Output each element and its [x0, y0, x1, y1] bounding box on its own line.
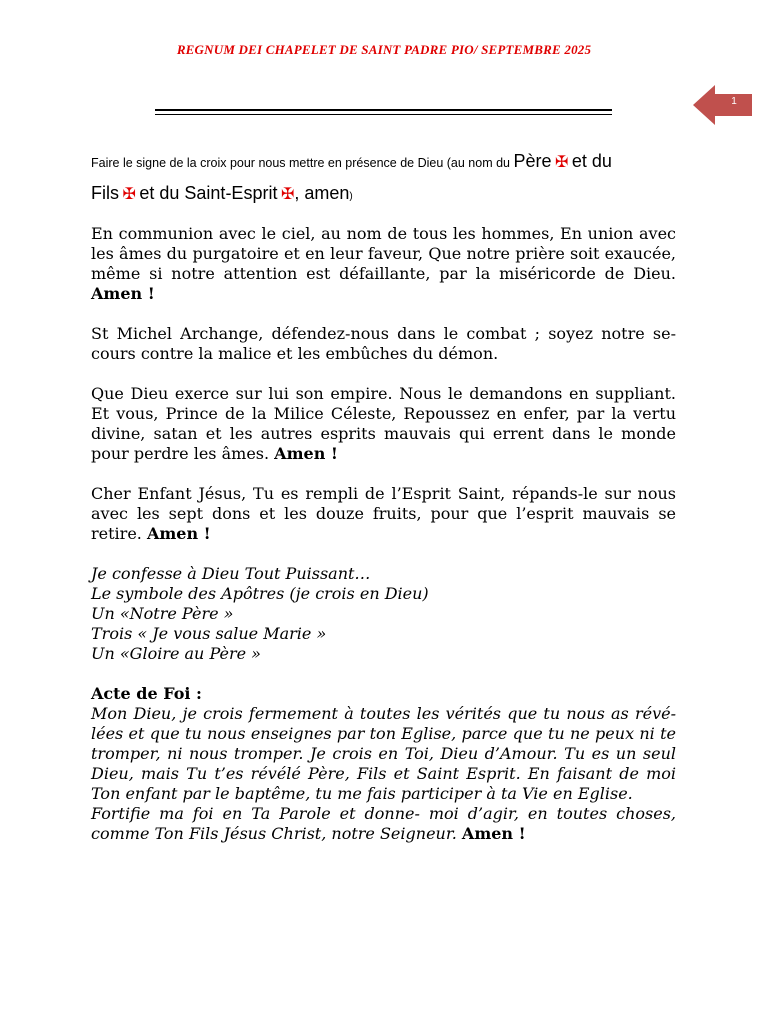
- paragraph-enfant-jesus: [91, 484, 676, 544]
- header-rule-thick: [155, 109, 612, 111]
- header-rule-thin: [155, 114, 612, 115]
- list-item: Un «Gloire au Père »: [91, 644, 261, 663]
- list-item: Un «Notre Père »: [91, 604, 234, 623]
- acte-paragraph: Mon Dieu, je crois fermement à toutes les vérités que tu nous as révé-lées et que tu nous enseignes par ton Eglise, parce que tu ne peux ni te tromper, ni nous tromper. Je crois en Toi, Dieu d’Amour. Tu es un seul Dieu, mais Tu t’es révélé Père, Fils et Saint Esprit. En faisant de moi Ton enfant par le baptême, tu me fais participer à ta Vie en Eglise.: [91, 704, 676, 803]
- cross-icon: ✠: [554, 154, 569, 171]
- document-body: [91, 146, 676, 844]
- paragraph-text: Que Dieu exerce sur lui son empire. Nous le demandons en suppliant. Et vous, Prince de la Milice Céleste, Repoussez en enfer, par la vertu divine, satan et les autres esprits mauvais qui errent dans le monde pour perdre les âmes.: [91, 384, 676, 463]
- paragraph-que-dieu: [91, 384, 676, 464]
- acte-paragraph-final: [91, 804, 676, 844]
- page-number: 1: [731, 96, 737, 107]
- intro-pere: Père: [513, 151, 552, 171]
- intro-amen: , amen: [294, 183, 350, 203]
- paragraph-text: En communion avec le ciel, au nom de tous les hommes, En union avec les âmes du purgatoire et en leur faveur, Que notre prière soit exaucée, même si notre attention est défaillante, par la miséricorde de Dieu.: [91, 224, 676, 283]
- intro-text: Faire le signe de la croix pour nous mettre en présence de Dieu (au nom du: [91, 156, 514, 170]
- intro-saint-esprit: et du Saint-Esprit: [139, 183, 278, 203]
- list-item: Le symbole des Apôtres (je crois en Dieu): [91, 584, 429, 603]
- intro-instruction: [91, 146, 676, 212]
- paragraph-text: St Michel Archange, défendez-nous dans le combat ; soyez notre se-cours contre la malice et les embûches du démon.: [91, 324, 676, 363]
- paragraph-saint-michel: [91, 324, 676, 364]
- page-number-badge: [693, 84, 753, 126]
- section-title: Acte de Foi :: [91, 684, 202, 703]
- amen-label: Amen !: [274, 444, 338, 463]
- intro-close-paren: ): [349, 191, 353, 202]
- paragraph-communion: [91, 224, 676, 304]
- amen-label: Amen !: [91, 284, 155, 303]
- prayer-list: [91, 564, 676, 664]
- intro-et-du: et du: [571, 151, 612, 171]
- paragraph-text: Cher Enfant Jésus, Tu es rempli de l’Esprit Saint, répands-le sur nous avec les sept dons et les douze fruits, pour que l’esprit mauvais se retire.: [91, 484, 676, 543]
- amen-label: Amen !: [461, 824, 526, 843]
- cross-icon: ✠: [280, 186, 295, 203]
- cross-icon: ✠: [122, 186, 136, 203]
- list-item: Je confesse à Dieu Tout Puissant…: [91, 564, 371, 583]
- intro-fils: Fils: [91, 183, 119, 203]
- acte-de-foi-section: [91, 684, 676, 844]
- list-item: Trois « Je vous salue Marie »: [91, 624, 327, 643]
- paragraph-text: Fortifie ma foi en Ta Parole et donne- moi d’agir, en toutes choses, comme Ton Fils Jésus Christ, notre Seigneur.: [91, 804, 676, 843]
- amen-label: Amen !: [146, 524, 211, 543]
- document-header: REGNUM DEI CHAPELET DE SAINT PADRE PIO/ SEPTEMBRE 2025: [176, 42, 592, 57]
